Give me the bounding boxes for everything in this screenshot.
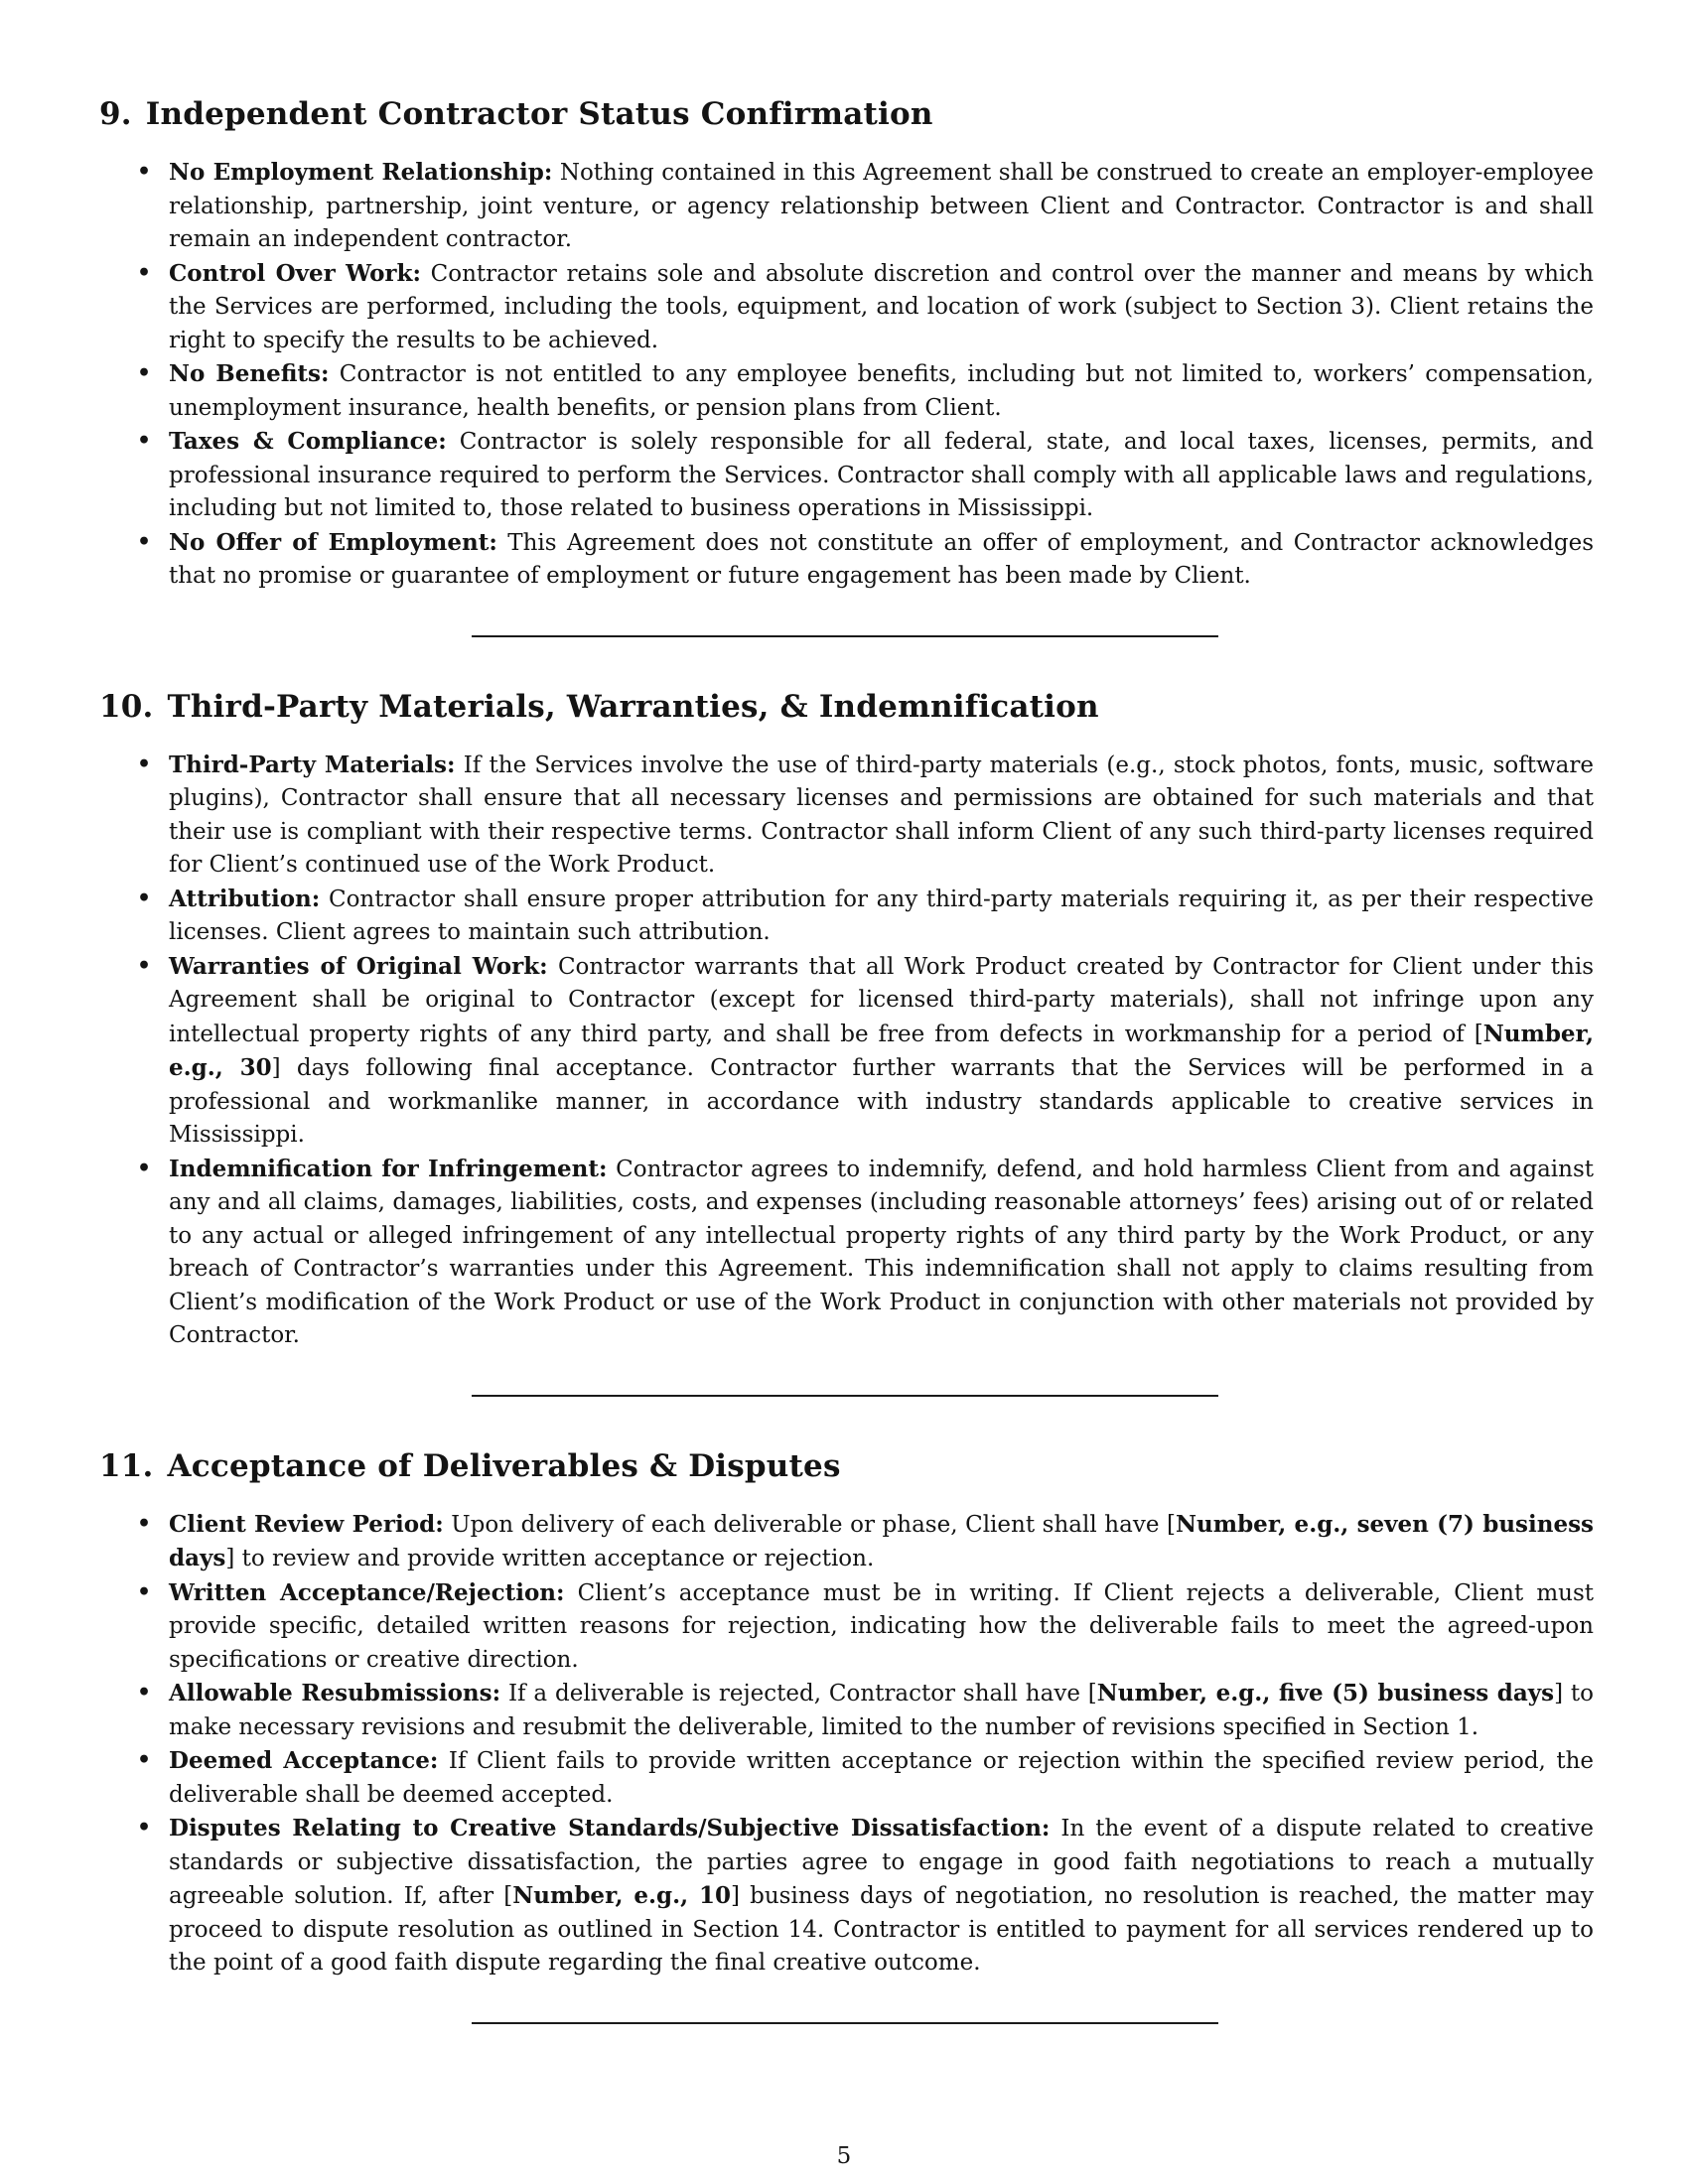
clause-text: If the Services involve the use of third-party materials (e.g., stock photos, fonts, music, software plugins), Contractor shall ensure that all necessary licenses and permissions are obtained for such materials and that their use is compliant with their respective terms. Contractor shall inform Client of any such third-party licenses required for Client’s continued use of the Work Product. — [169, 751, 1594, 878]
clause-text: Contractor agrees to indemnify, defend, and hold harmless Client from and against any and all claims, damages, liabilities, costs, and expenses (including reasonable attorneys’ fees) arising out of or related to any actual or alleged infringement of any intellectual property rights of any third party by the Work Product, or any breach of Contractor’s warranties under this Agreement. This indemnification shall not apply to claims resulting from Client’s modification of the Work Product or use of the Work Product in conjunction with other materials not provided by Contractor. — [169, 1156, 1594, 1348]
section-10 — [99, 687, 1594, 1353]
clause-item — [99, 950, 1594, 1153]
clause-list — [99, 1508, 1594, 1980]
clause-text-continued: ] business days of negotiation, no resolution is reached, the matter may proceed to dispute resolution as outlined in Section 14. Contractor is entitled to payment for all services rendered up to the point of a good faith dispute regarding the final creative outcome. — [169, 1883, 1594, 1976]
clause-text: Contractor shall ensure proper attribution for any third-party materials requiring it, as per their respective licenses. Client agrees to maintain such attribution. — [169, 886, 1594, 945]
section-divider — [472, 635, 1218, 637]
section-heading — [99, 94, 1594, 134]
placeholder-value: Number, e.g., 10 — [512, 1882, 731, 1909]
clause-label: No Benefits: — [169, 360, 330, 387]
section-number: 11. — [99, 1447, 154, 1484]
clause-label: Indemnification for Infringement: — [169, 1155, 608, 1182]
clause-item — [99, 1508, 1594, 1576]
clause-label: Deemed Acceptance: — [169, 1747, 439, 1774]
placeholder-value: Number, e.g., 30 — [169, 1020, 1594, 1081]
clause-list — [99, 749, 1594, 1353]
bullet-icon: • — [137, 1680, 152, 1706]
bullet-icon: • — [137, 259, 152, 286]
section-title: Independent Contractor Status Confirmation — [145, 96, 933, 132]
clause-label: Client Review Period: — [169, 1510, 444, 1538]
clause-text: This Agreement does not constitute an offer of employment, and Contractor acknowledges that no promise or guarantee of employment or future engagement has been made by Client. — [169, 529, 1595, 589]
section-heading — [99, 687, 1594, 727]
clause-item — [99, 526, 1594, 594]
clause-item — [99, 1744, 1594, 1812]
bullet-icon: • — [137, 1510, 152, 1537]
bullet-icon: • — [137, 360, 152, 386]
section-11 — [99, 1446, 1594, 1980]
bullet-icon: • — [137, 428, 152, 454]
clause-text: Contractor is not entitled to any employee benefits, including but not limited to, workers’ compensation, unemployment insurance, health benefits, or pension plans from Client. — [169, 361, 1594, 421]
clause-item — [99, 425, 1594, 526]
clause-item — [99, 1812, 1594, 1980]
clause-text: Client’s acceptance must be in writing. If Client rejects a deliverable, Client must provide specific, detailed written reasons for rejection, indicating how the deliverable fails to meet the agreed-upon specifications or creative direction. — [169, 1579, 1594, 1673]
clause-text: Contractor retains sole and absolute discretion and control over the manner and means by which the Services are performed, including the tools, equipment, and location of work (subject to Section 3). Client retains the right to specify the results to be achieved. — [169, 260, 1594, 353]
section-heading — [99, 1446, 1594, 1486]
clause-item — [99, 156, 1594, 257]
section-number: 9. — [99, 96, 132, 132]
clause-text-continued: ] to make necessary revisions and resubmit the deliverable, limited to the number of revisions specified in Section 1. — [169, 1681, 1594, 1740]
clause-item — [99, 883, 1594, 950]
clause-label: Taxes & Compliance: — [169, 428, 447, 455]
section-title: Third-Party Materials, Warranties, & Indemnification — [167, 688, 1099, 725]
bullet-icon: • — [137, 751, 152, 777]
bullet-icon: • — [137, 1155, 152, 1181]
clause-item — [99, 357, 1594, 425]
bullet-icon: • — [137, 159, 152, 185]
bullet-icon: • — [137, 1747, 152, 1773]
clause-text: If a deliverable is rejected, Contractor shall have [ — [500, 1681, 1097, 1706]
clause-text: Contractor warrants that all Work Product created by Contractor for Client under this Agreement shall be original to Contractor (except for licensed third-party materials), shall not infringe upon any intellectual property rights of any third party, and shall be free from defects in workmanship for a period of [ — [169, 953, 1594, 1047]
clause-text: Contractor is solely responsible for all federal, state, and local taxes, licenses, permits, and professional insurance required to perform the Services. Contractor shall comply with all applicable laws and regulations, including but not limited to, those related to business operations in Mississippi. — [169, 429, 1594, 521]
placeholder-value: Number, e.g., seven (7) business days — [169, 1510, 1594, 1571]
clause-text-continued: ] to review and provide written acceptance or rejection. — [225, 1546, 875, 1571]
clause-label: Third-Party Materials: — [169, 751, 456, 778]
bullet-icon: • — [137, 952, 152, 979]
clause-label: Attribution: — [169, 885, 321, 912]
bullet-icon: • — [137, 1815, 152, 1841]
clause-label: Allowable Resubmissions: — [169, 1680, 501, 1706]
clause-label: Warranties of Original Work: — [169, 952, 548, 980]
clause-text-continued: ] days following final acceptance. Contractor further warrants that the Services will be performed in a professional and workmanlike manner, in accordance with industry standards applicable to creative services in Mississippi. — [169, 1055, 1594, 1148]
clause-text: In the event of a dispute related to creative standards or subjective dissatisfaction, the parties agree to engage in good faith negotiations to reach a mutually agreeable solution. If, after [ — [169, 1816, 1594, 1909]
section-number: 10. — [99, 688, 154, 725]
clause-item — [99, 1576, 1594, 1678]
clause-text: Nothing contained in this Agreement shall be construed to create an employer-employee relationship, partnership, joint venture, or agency relationship between Client and Contractor. Contractor is and shall remain an independent contractor. — [169, 160, 1594, 252]
page-number: 5 — [836, 2143, 852, 2169]
placeholder-value: Number, e.g., five (5) business days — [1096, 1680, 1555, 1706]
clause-item — [99, 1153, 1594, 1353]
clause-item — [99, 749, 1594, 883]
section-divider — [472, 1395, 1218, 1397]
section-9 — [99, 94, 1594, 594]
bullet-icon: • — [137, 885, 152, 911]
clause-label: Disputes Relating to Creative Standards/Subjective Dissatisfaction: — [169, 1815, 1051, 1842]
clause-label: Written Acceptance/Rejection: — [169, 1578, 565, 1606]
clause-label: No Offer of Employment: — [169, 528, 497, 556]
clause-list — [99, 156, 1594, 594]
clause-label: Control Over Work: — [169, 259, 421, 287]
bullet-icon: • — [137, 1578, 152, 1605]
section-title: Acceptance of Deliverables & Disputes — [167, 1447, 841, 1484]
clause-text: Upon delivery of each deliverable or phase, Client shall have [ — [443, 1511, 1177, 1538]
bullet-icon: • — [137, 528, 152, 555]
clause-text: If Client fails to provide written acceptance or rejection within the specified review period, the deliverable shall be deemed accepted. — [169, 1748, 1595, 1808]
clause-item — [99, 1677, 1594, 1744]
section-divider — [472, 2022, 1218, 2024]
document-page — [99, 94, 1594, 2024]
clause-label: No Employment Relationship: — [169, 159, 553, 186]
clause-item — [99, 257, 1594, 358]
